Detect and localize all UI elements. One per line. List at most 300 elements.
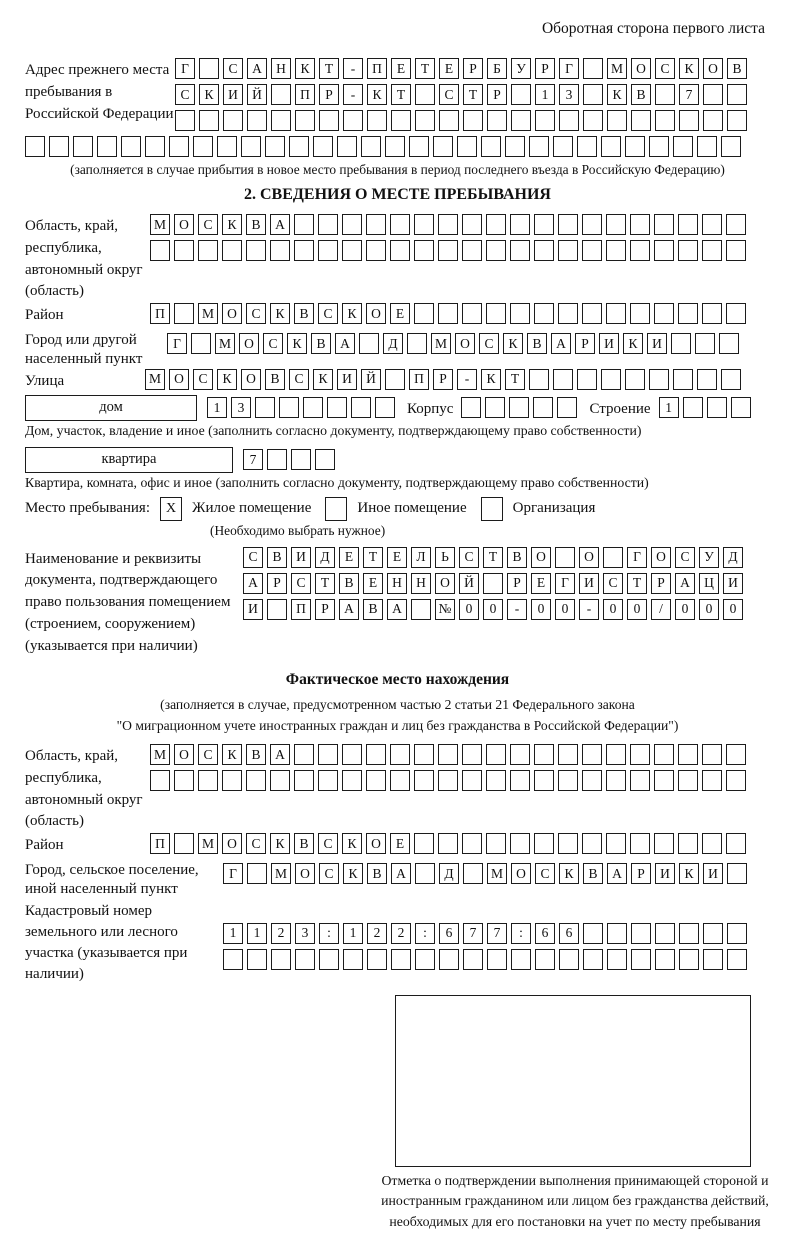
char-cell[interactable]: - xyxy=(457,369,477,390)
char-cell[interactable]: М xyxy=(487,863,507,884)
char-cell[interactable]: О xyxy=(239,333,259,354)
char-cell[interactable] xyxy=(511,84,531,105)
char-cell[interactable] xyxy=(270,770,290,791)
checkbox-organization[interactable] xyxy=(481,497,503,521)
char-cell[interactable] xyxy=(267,599,287,620)
char-cell[interactable] xyxy=(315,449,335,470)
char-cell[interactable]: Р xyxy=(433,369,453,390)
char-cell[interactable]: О xyxy=(222,303,242,324)
char-cell[interactable] xyxy=(121,136,141,157)
char-cell[interactable] xyxy=(630,744,650,765)
char-cell[interactable]: 3 xyxy=(295,923,315,944)
char-cell[interactable]: А xyxy=(270,214,290,235)
char-cell[interactable] xyxy=(654,833,674,854)
char-cell[interactable]: И xyxy=(243,599,263,620)
char-cell[interactable] xyxy=(535,949,555,970)
char-cell[interactable]: 7 xyxy=(487,923,507,944)
char-cell[interactable] xyxy=(247,863,267,884)
char-cell[interactable] xyxy=(486,240,506,261)
char-cell[interactable] xyxy=(535,110,555,131)
char-cell[interactable]: Т xyxy=(463,84,483,105)
char-cell[interactable]: О xyxy=(703,58,723,79)
char-cell[interactable]: М xyxy=(607,58,627,79)
char-cell[interactable]: К xyxy=(287,333,307,354)
char-cell[interactable]: Т xyxy=(415,58,435,79)
char-cell[interactable]: 7 xyxy=(679,84,699,105)
char-cell[interactable]: И xyxy=(703,863,723,884)
char-cell[interactable] xyxy=(49,136,69,157)
char-cell[interactable] xyxy=(462,214,482,235)
char-cell[interactable]: С xyxy=(479,333,499,354)
char-cell[interactable]: Р xyxy=(535,58,555,79)
char-cell[interactable] xyxy=(702,303,722,324)
char-cell[interactable] xyxy=(703,110,723,131)
char-cell[interactable] xyxy=(583,923,603,944)
char-cell[interactable] xyxy=(414,303,434,324)
char-cell[interactable] xyxy=(603,547,623,568)
char-cell[interactable]: - xyxy=(507,599,527,620)
char-cell[interactable]: С xyxy=(459,547,479,568)
char-cell[interactable] xyxy=(606,833,626,854)
char-cell[interactable]: Д xyxy=(383,333,403,354)
char-cell[interactable]: 7 xyxy=(243,449,263,470)
char-cell[interactable]: И xyxy=(647,333,667,354)
char-cell[interactable] xyxy=(438,770,458,791)
char-cell[interactable] xyxy=(241,136,261,157)
char-cell[interactable] xyxy=(726,770,746,791)
char-cell[interactable]: Д xyxy=(723,547,743,568)
char-cell[interactable] xyxy=(174,240,194,261)
char-cell[interactable] xyxy=(577,136,597,157)
char-cell[interactable] xyxy=(577,369,597,390)
char-cell[interactable]: А xyxy=(551,333,571,354)
char-cell[interactable] xyxy=(367,949,387,970)
char-cell[interactable] xyxy=(199,58,219,79)
char-cell[interactable] xyxy=(534,303,554,324)
char-cell[interactable] xyxy=(582,303,602,324)
char-cell[interactable] xyxy=(727,949,747,970)
char-cell[interactable]: О xyxy=(579,547,599,568)
char-cell[interactable] xyxy=(246,240,266,261)
char-cell[interactable]: Н xyxy=(387,573,407,594)
char-cell[interactable] xyxy=(727,110,747,131)
char-cell[interactable]: К xyxy=(313,369,333,390)
char-cell[interactable] xyxy=(558,240,578,261)
char-cell[interactable] xyxy=(271,84,291,105)
char-cell[interactable] xyxy=(318,744,338,765)
char-cell[interactable]: Р xyxy=(631,863,651,884)
char-cell[interactable] xyxy=(390,240,410,261)
char-cell[interactable]: - xyxy=(343,84,363,105)
char-cell[interactable] xyxy=(697,369,717,390)
char-cell[interactable] xyxy=(342,240,362,261)
char-cell[interactable] xyxy=(510,240,530,261)
char-cell[interactable]: К xyxy=(222,744,242,765)
char-cell[interactable]: М xyxy=(215,333,235,354)
char-cell[interactable] xyxy=(583,949,603,970)
char-cell[interactable] xyxy=(630,214,650,235)
char-cell[interactable]: К xyxy=(679,58,699,79)
char-cell[interactable] xyxy=(342,770,362,791)
char-cell[interactable] xyxy=(385,136,405,157)
char-cell[interactable] xyxy=(463,949,483,970)
char-cell[interactable] xyxy=(414,744,434,765)
char-cell[interactable]: А xyxy=(339,599,359,620)
char-cell[interactable] xyxy=(721,369,741,390)
char-cell[interactable] xyxy=(223,949,243,970)
char-cell[interactable]: 6 xyxy=(535,923,555,944)
char-cell[interactable]: В xyxy=(527,333,547,354)
char-cell[interactable] xyxy=(510,770,530,791)
char-cell[interactable]: В xyxy=(294,303,314,324)
char-cell[interactable]: С xyxy=(243,547,263,568)
char-cell[interactable] xyxy=(486,744,506,765)
char-cell[interactable] xyxy=(366,744,386,765)
char-cell[interactable]: Е xyxy=(390,833,410,854)
char-cell[interactable] xyxy=(375,397,395,418)
char-cell[interactable]: Й xyxy=(361,369,381,390)
char-cell[interactable]: О xyxy=(455,333,475,354)
char-cell[interactable] xyxy=(414,240,434,261)
char-cell[interactable] xyxy=(359,333,379,354)
char-cell[interactable]: 6 xyxy=(439,923,459,944)
char-cell[interactable]: 3 xyxy=(559,84,579,105)
char-cell[interactable] xyxy=(390,744,410,765)
char-cell[interactable]: К xyxy=(295,58,315,79)
char-cell[interactable] xyxy=(607,949,627,970)
char-cell[interactable]: П xyxy=(409,369,429,390)
char-cell[interactable] xyxy=(462,833,482,854)
char-cell[interactable]: 2 xyxy=(391,923,411,944)
char-cell[interactable] xyxy=(727,923,747,944)
char-cell[interactable] xyxy=(703,949,723,970)
char-cell[interactable]: - xyxy=(579,599,599,620)
char-cell[interactable] xyxy=(558,214,578,235)
char-cell[interactable]: С xyxy=(535,863,555,884)
char-cell[interactable]: К xyxy=(559,863,579,884)
char-cell[interactable]: Е xyxy=(363,573,383,594)
char-cell[interactable] xyxy=(697,136,717,157)
char-cell[interactable]: С xyxy=(318,303,338,324)
char-cell[interactable] xyxy=(553,136,573,157)
char-cell[interactable] xyxy=(702,744,722,765)
char-cell[interactable]: Д xyxy=(439,863,459,884)
char-cell[interactable] xyxy=(265,136,285,157)
char-cell[interactable] xyxy=(271,949,291,970)
char-cell[interactable] xyxy=(630,303,650,324)
char-cell[interactable] xyxy=(606,303,626,324)
char-cell[interactable]: Г xyxy=(175,58,195,79)
char-cell[interactable] xyxy=(601,136,621,157)
char-cell[interactable] xyxy=(463,863,483,884)
char-cell[interactable]: Е xyxy=(390,303,410,324)
char-cell[interactable]: А xyxy=(387,599,407,620)
char-cell[interactable]: Т xyxy=(627,573,647,594)
char-cell[interactable] xyxy=(534,833,554,854)
char-cell[interactable]: В xyxy=(631,84,651,105)
char-cell[interactable]: К xyxy=(481,369,501,390)
char-cell[interactable] xyxy=(438,214,458,235)
char-cell[interactable]: Е xyxy=(387,547,407,568)
char-cell[interactable] xyxy=(673,136,693,157)
char-cell[interactable]: С xyxy=(319,863,339,884)
char-cell[interactable] xyxy=(169,136,189,157)
char-cell[interactable]: В xyxy=(363,599,383,620)
char-cell[interactable] xyxy=(559,110,579,131)
char-cell[interactable] xyxy=(343,949,363,970)
char-cell[interactable]: И xyxy=(655,863,675,884)
char-cell[interactable] xyxy=(683,397,703,418)
char-cell[interactable]: 1 xyxy=(223,923,243,944)
char-cell[interactable] xyxy=(558,833,578,854)
char-cell[interactable] xyxy=(407,333,427,354)
char-cell[interactable]: П xyxy=(150,833,170,854)
char-cell[interactable]: Н xyxy=(271,58,291,79)
char-cell[interactable] xyxy=(295,110,315,131)
char-cell[interactable]: Т xyxy=(319,58,339,79)
char-cell[interactable] xyxy=(582,214,602,235)
char-cell[interactable]: С xyxy=(246,303,266,324)
char-cell[interactable] xyxy=(481,136,501,157)
char-cell[interactable] xyxy=(534,214,554,235)
char-cell[interactable] xyxy=(727,84,747,105)
char-cell[interactable]: К xyxy=(217,369,237,390)
char-cell[interactable]: 6 xyxy=(559,923,579,944)
char-cell[interactable]: / xyxy=(651,599,671,620)
char-cell[interactable]: : xyxy=(319,923,339,944)
char-cell[interactable] xyxy=(270,240,290,261)
char-cell[interactable] xyxy=(385,369,405,390)
char-cell[interactable]: Д xyxy=(315,547,335,568)
char-cell[interactable] xyxy=(366,240,386,261)
char-cell[interactable]: О xyxy=(511,863,531,884)
char-cell[interactable]: П xyxy=(367,58,387,79)
char-cell[interactable]: Р xyxy=(507,573,527,594)
char-cell[interactable]: П xyxy=(150,303,170,324)
char-cell[interactable]: К xyxy=(199,84,219,105)
char-cell[interactable] xyxy=(198,240,218,261)
char-cell[interactable] xyxy=(361,136,381,157)
char-cell[interactable] xyxy=(217,136,237,157)
char-cell[interactable]: С xyxy=(246,833,266,854)
char-cell[interactable]: В xyxy=(367,863,387,884)
char-cell[interactable] xyxy=(318,240,338,261)
char-cell[interactable]: - xyxy=(343,58,363,79)
char-cell[interactable]: Г xyxy=(559,58,579,79)
char-cell[interactable] xyxy=(73,136,93,157)
char-cell[interactable] xyxy=(415,110,435,131)
char-cell[interactable]: Л xyxy=(411,547,431,568)
char-cell[interactable]: С xyxy=(198,214,218,235)
char-cell[interactable]: К xyxy=(607,84,627,105)
char-cell[interactable]: О xyxy=(169,369,189,390)
char-cell[interactable] xyxy=(654,240,674,261)
char-cell[interactable] xyxy=(415,863,435,884)
char-cell[interactable] xyxy=(267,449,287,470)
char-cell[interactable] xyxy=(174,770,194,791)
char-cell[interactable] xyxy=(415,84,435,105)
char-cell[interactable] xyxy=(486,770,506,791)
char-cell[interactable]: : xyxy=(511,923,531,944)
char-cell[interactable] xyxy=(433,136,453,157)
char-cell[interactable]: И xyxy=(579,573,599,594)
char-cell[interactable] xyxy=(727,863,747,884)
char-cell[interactable] xyxy=(486,214,506,235)
char-cell[interactable]: П xyxy=(291,599,311,620)
char-cell[interactable]: А xyxy=(243,573,263,594)
char-cell[interactable]: 2 xyxy=(367,923,387,944)
char-cell[interactable]: О xyxy=(222,833,242,854)
char-cell[interactable]: О xyxy=(651,547,671,568)
char-cell[interactable] xyxy=(289,136,309,157)
char-cell[interactable] xyxy=(601,369,621,390)
char-cell[interactable] xyxy=(673,369,693,390)
char-cell[interactable] xyxy=(649,136,669,157)
char-cell[interactable]: С xyxy=(175,84,195,105)
char-cell[interactable]: Т xyxy=(391,84,411,105)
char-cell[interactable]: С xyxy=(223,58,243,79)
char-cell[interactable]: 0 xyxy=(675,599,695,620)
char-cell[interactable]: 0 xyxy=(603,599,623,620)
char-cell[interactable]: О xyxy=(174,214,194,235)
char-cell[interactable]: Б xyxy=(487,58,507,79)
char-cell[interactable]: К xyxy=(270,303,290,324)
char-cell[interactable] xyxy=(678,744,698,765)
char-cell[interactable] xyxy=(415,949,435,970)
char-cell[interactable] xyxy=(654,303,674,324)
char-cell[interactable] xyxy=(533,397,553,418)
char-cell[interactable] xyxy=(318,770,338,791)
char-cell[interactable] xyxy=(529,369,549,390)
char-cell[interactable]: 0 xyxy=(483,599,503,620)
char-cell[interactable]: Т xyxy=(315,573,335,594)
char-cell[interactable]: О xyxy=(531,547,551,568)
char-cell[interactable] xyxy=(511,949,531,970)
char-cell[interactable] xyxy=(327,397,347,418)
char-cell[interactable] xyxy=(703,923,723,944)
char-cell[interactable]: О xyxy=(435,573,455,594)
char-cell[interactable]: В xyxy=(246,214,266,235)
char-cell[interactable] xyxy=(510,744,530,765)
char-cell[interactable]: Р xyxy=(487,84,507,105)
char-cell[interactable] xyxy=(486,303,506,324)
char-cell[interactable] xyxy=(486,833,506,854)
char-cell[interactable] xyxy=(193,136,213,157)
char-cell[interactable] xyxy=(558,303,578,324)
char-cell[interactable]: Е xyxy=(339,547,359,568)
char-cell[interactable]: Т xyxy=(363,547,383,568)
char-cell[interactable] xyxy=(313,136,333,157)
char-cell[interactable]: В xyxy=(583,863,603,884)
char-cell[interactable] xyxy=(607,110,627,131)
char-cell[interactable]: Й xyxy=(247,84,267,105)
char-cell[interactable] xyxy=(414,833,434,854)
char-cell[interactable] xyxy=(726,240,746,261)
char-cell[interactable] xyxy=(457,136,477,157)
char-cell[interactable] xyxy=(703,84,723,105)
char-cell[interactable]: К xyxy=(623,333,643,354)
char-cell[interactable] xyxy=(654,770,674,791)
char-cell[interactable] xyxy=(606,240,626,261)
char-cell[interactable]: О xyxy=(631,58,651,79)
char-cell[interactable]: Ц xyxy=(699,573,719,594)
char-cell[interactable]: Р xyxy=(315,599,335,620)
char-cell[interactable]: Й xyxy=(459,573,479,594)
char-cell[interactable] xyxy=(391,110,411,131)
char-cell[interactable]: К xyxy=(222,214,242,235)
char-cell[interactable] xyxy=(366,214,386,235)
char-cell[interactable] xyxy=(606,770,626,791)
char-cell[interactable]: Е xyxy=(439,58,459,79)
char-cell[interactable]: В xyxy=(294,833,314,854)
char-cell[interactable] xyxy=(649,369,669,390)
char-cell[interactable] xyxy=(731,397,751,418)
char-cell[interactable] xyxy=(409,136,429,157)
char-cell[interactable] xyxy=(279,397,299,418)
checkbox-other-premises[interactable] xyxy=(325,497,347,521)
char-cell[interactable]: 0 xyxy=(627,599,647,620)
char-cell[interactable]: А xyxy=(335,333,355,354)
char-cell[interactable] xyxy=(291,449,311,470)
char-cell[interactable] xyxy=(678,770,698,791)
char-cell[interactable]: И xyxy=(599,333,619,354)
char-cell[interactable]: О xyxy=(366,833,386,854)
char-cell[interactable]: И xyxy=(291,547,311,568)
char-cell[interactable] xyxy=(631,949,651,970)
char-cell[interactable]: Е xyxy=(531,573,551,594)
char-cell[interactable]: 0 xyxy=(531,599,551,620)
char-cell[interactable]: В xyxy=(727,58,747,79)
char-cell[interactable]: Г xyxy=(627,547,647,568)
char-cell[interactable] xyxy=(97,136,117,157)
char-cell[interactable]: 7 xyxy=(463,923,483,944)
char-cell[interactable] xyxy=(318,214,338,235)
char-cell[interactable] xyxy=(534,744,554,765)
char-cell[interactable] xyxy=(726,744,746,765)
char-cell[interactable] xyxy=(631,110,651,131)
char-cell[interactable] xyxy=(438,744,458,765)
char-cell[interactable] xyxy=(367,110,387,131)
char-cell[interactable]: М xyxy=(431,333,451,354)
char-cell[interactable]: С xyxy=(318,833,338,854)
char-cell[interactable] xyxy=(655,923,675,944)
char-cell[interactable] xyxy=(438,833,458,854)
char-cell[interactable]: 2 xyxy=(271,923,291,944)
char-cell[interactable] xyxy=(390,214,410,235)
char-cell[interactable] xyxy=(295,949,315,970)
char-cell[interactable] xyxy=(366,770,386,791)
char-cell[interactable]: К xyxy=(270,833,290,854)
char-cell[interactable] xyxy=(294,214,314,235)
char-cell[interactable] xyxy=(439,949,459,970)
char-cell[interactable]: : xyxy=(415,923,435,944)
char-cell[interactable] xyxy=(319,110,339,131)
char-cell[interactable]: 0 xyxy=(555,599,575,620)
char-cell[interactable] xyxy=(342,214,362,235)
char-cell[interactable] xyxy=(630,833,650,854)
apartment-type-box[interactable]: квартира xyxy=(25,447,233,473)
char-cell[interactable]: К xyxy=(342,303,362,324)
char-cell[interactable] xyxy=(726,214,746,235)
char-cell[interactable]: 3 xyxy=(231,397,251,418)
char-cell[interactable]: А xyxy=(391,863,411,884)
char-cell[interactable] xyxy=(558,770,578,791)
char-cell[interactable]: О xyxy=(174,744,194,765)
char-cell[interactable] xyxy=(607,923,627,944)
char-cell[interactable]: А xyxy=(270,744,290,765)
char-cell[interactable] xyxy=(509,397,529,418)
char-cell[interactable] xyxy=(487,949,507,970)
